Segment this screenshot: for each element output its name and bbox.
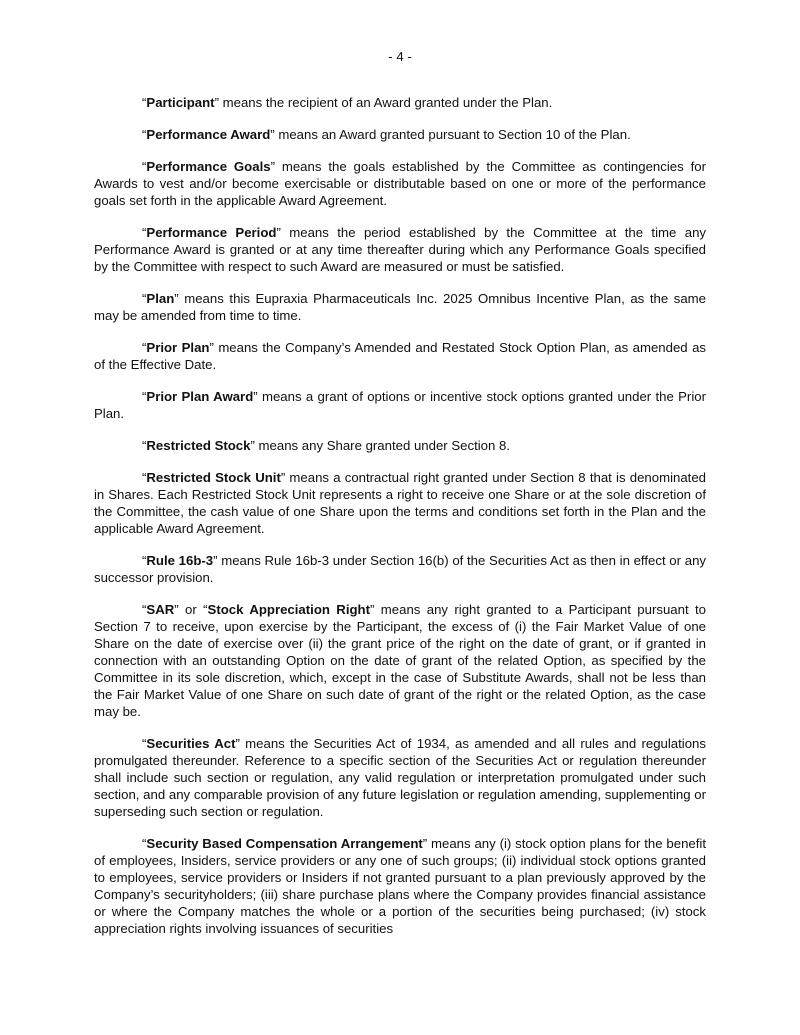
- definition-text: ” means any Share granted under Section 8.: [250, 438, 510, 453]
- definition-paragraph: [94, 552, 706, 586]
- definition-text: “: [142, 389, 147, 404]
- definition-text: “: [142, 127, 147, 142]
- definition-text: “: [142, 736, 147, 751]
- definition-text: ” means a grant of options or incentive stock options granted under the Prior Plan.: [94, 389, 706, 421]
- definition-paragraph: [94, 601, 706, 720]
- defined-term: Securities Act: [146, 736, 236, 751]
- definition-text: “: [142, 470, 147, 485]
- definition-text: ” means any right granted to a Participant pursuant to Section 7 to receive, upon exercise by the Participant, the excess of (i) the Fair Market Value of one Share on the date of exercise over (ii) the grant price of the right on the date of grant, or if granted in connection with an outstanding Option on the date of grant of the related Option, as specified by the Committee in its sole discretion, which, except in the case of Substitute Awards, shall not be less than the Fair Market Value of one Share on such date of grant of the right or the related Option, as the case may be.: [94, 602, 707, 719]
- definition-text: “: [142, 438, 147, 453]
- defined-term: Performance Award: [146, 127, 271, 142]
- definition-paragraph: [94, 735, 706, 820]
- definition-text: ” means the Company’s Amended and Restated Stock Option Plan, as amended as of the Effective Date.: [94, 340, 707, 372]
- definition-paragraph: [94, 339, 706, 373]
- definition-text: ” means this Eupraxia Pharmaceuticals Inc. 2025 Omnibus Incentive Plan, as the same may be amended from time to time.: [94, 291, 706, 323]
- definition-paragraph: [94, 94, 706, 111]
- definition-paragraph: [94, 388, 706, 422]
- definition-paragraph: [94, 835, 706, 937]
- definition-text: ” or “: [174, 602, 208, 617]
- defined-term: Rule 16b-3: [146, 553, 214, 568]
- defined-term: Prior Plan: [146, 340, 210, 355]
- definition-text: ” means an Award granted pursuant to Section 10 of the Plan.: [270, 127, 631, 142]
- definition-text: “: [142, 95, 147, 110]
- definition-paragraph: [94, 224, 706, 275]
- definition-text: “: [142, 225, 147, 240]
- definition-text: “: [142, 602, 147, 617]
- definition-text: ” means any (i) stock option plans for the benefit of employees, Insiders, service providers or any one of such groups; (ii) individual stock options granted to employees, service providers or Insiders if not granted pursuant to a plan previously approved by the Company’s securityholders; (iii) share purchase plans where the Company provides financial assistance or where the Company matches the whole or a portion of the securities being purchased; (iv) stock appreciation rights involving issuances of securities: [94, 836, 706, 936]
- definition-text: ” means a contractual right granted under Section 8 that is denominated in Shares. Each Restricted Stock Unit represents a right to receive one Share or at the sole discretion of the Committee, the cash value of one Share upon the terms and conditions set forth in the Plan and the applicable Award Agreement.: [94, 470, 706, 536]
- defined-term: Plan: [146, 291, 175, 306]
- page-number: - 4 -: [388, 49, 412, 64]
- definition-text: “: [142, 553, 147, 568]
- definition-text: ” means the goals established by the Committee as contingencies for Awards to vest and/or become exercisable or distributable based on one or more of the performance goals set forth in the applicable Award Agreement.: [94, 159, 707, 208]
- defined-term: Performance Period: [146, 225, 277, 240]
- definitions-list: [94, 94, 706, 952]
- definition-paragraph: [94, 158, 706, 209]
- definition-paragraph: [94, 437, 706, 454]
- defined-term: SAR: [146, 602, 175, 617]
- definition-paragraph: [94, 126, 706, 143]
- definition-paragraph: [94, 290, 706, 324]
- definition-text: “: [142, 836, 147, 851]
- defined-term: Restricted Stock: [146, 438, 251, 453]
- defined-term: Participant: [146, 95, 215, 110]
- defined-term: Stock Appreciation Right: [207, 602, 371, 617]
- defined-term: Restricted Stock Unit: [146, 470, 281, 485]
- definition-paragraph: [94, 469, 706, 537]
- defined-term: Prior Plan Award: [146, 389, 254, 404]
- definition-text: ” means Rule 16b-3 under Section 16(b) of the Securities Act as then in effect or any successor provision.: [94, 553, 706, 585]
- definition-text: “: [142, 159, 147, 174]
- defined-term: Security Based Compensation Arrangement: [146, 836, 423, 851]
- definition-text: ” means the Securities Act of 1934, as amended and all rules and regulations promulgated thereunder. Reference to a specific section of the Securities Act or regulation thereunder shall include such section or regulation, any valid regulation or interpretation promulgated under such section, and any comparable provision of any future legislation or regulation amending, supplementing or superseding such section or regulation.: [94, 736, 706, 819]
- definition-text: “: [142, 340, 147, 355]
- definition-text: ” means the period established by the Committee at the time any Performance Award is granted or at any time thereafter during which any Performance Goals specified by the Committee with respect to such Award are measured or must be satisfied.: [94, 225, 706, 274]
- definition-text: “: [142, 291, 147, 306]
- defined-term: Performance Goals: [146, 159, 271, 174]
- definition-text: ” means the recipient of an Award granted under the Plan.: [214, 95, 553, 110]
